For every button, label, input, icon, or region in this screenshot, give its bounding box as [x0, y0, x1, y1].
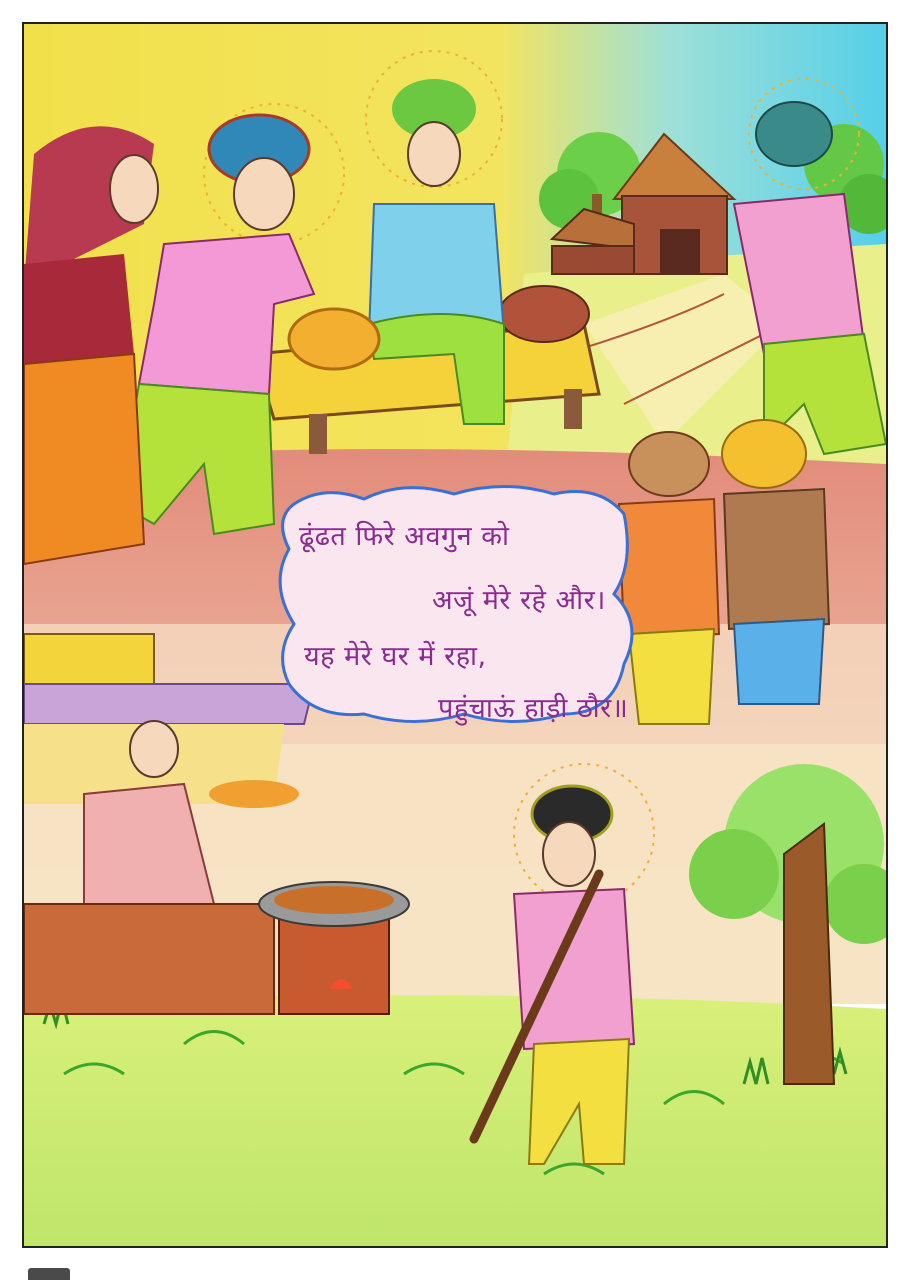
verse-line-3: यह मेरे घर में रहा,: [304, 641, 487, 672]
grass-field: [24, 988, 886, 1246]
verse-line-2: अजूं मेरे रहे और।: [432, 585, 606, 616]
verse-line-1: ढूंढत फिरे अवगुन को: [299, 521, 510, 552]
verse-bubble: [280, 487, 632, 722]
verse-line-4: पहुंचाऊं हाड़ी ठौर॥: [438, 693, 629, 724]
painting: [22, 22, 888, 1248]
corner-mark: [28, 1268, 70, 1280]
